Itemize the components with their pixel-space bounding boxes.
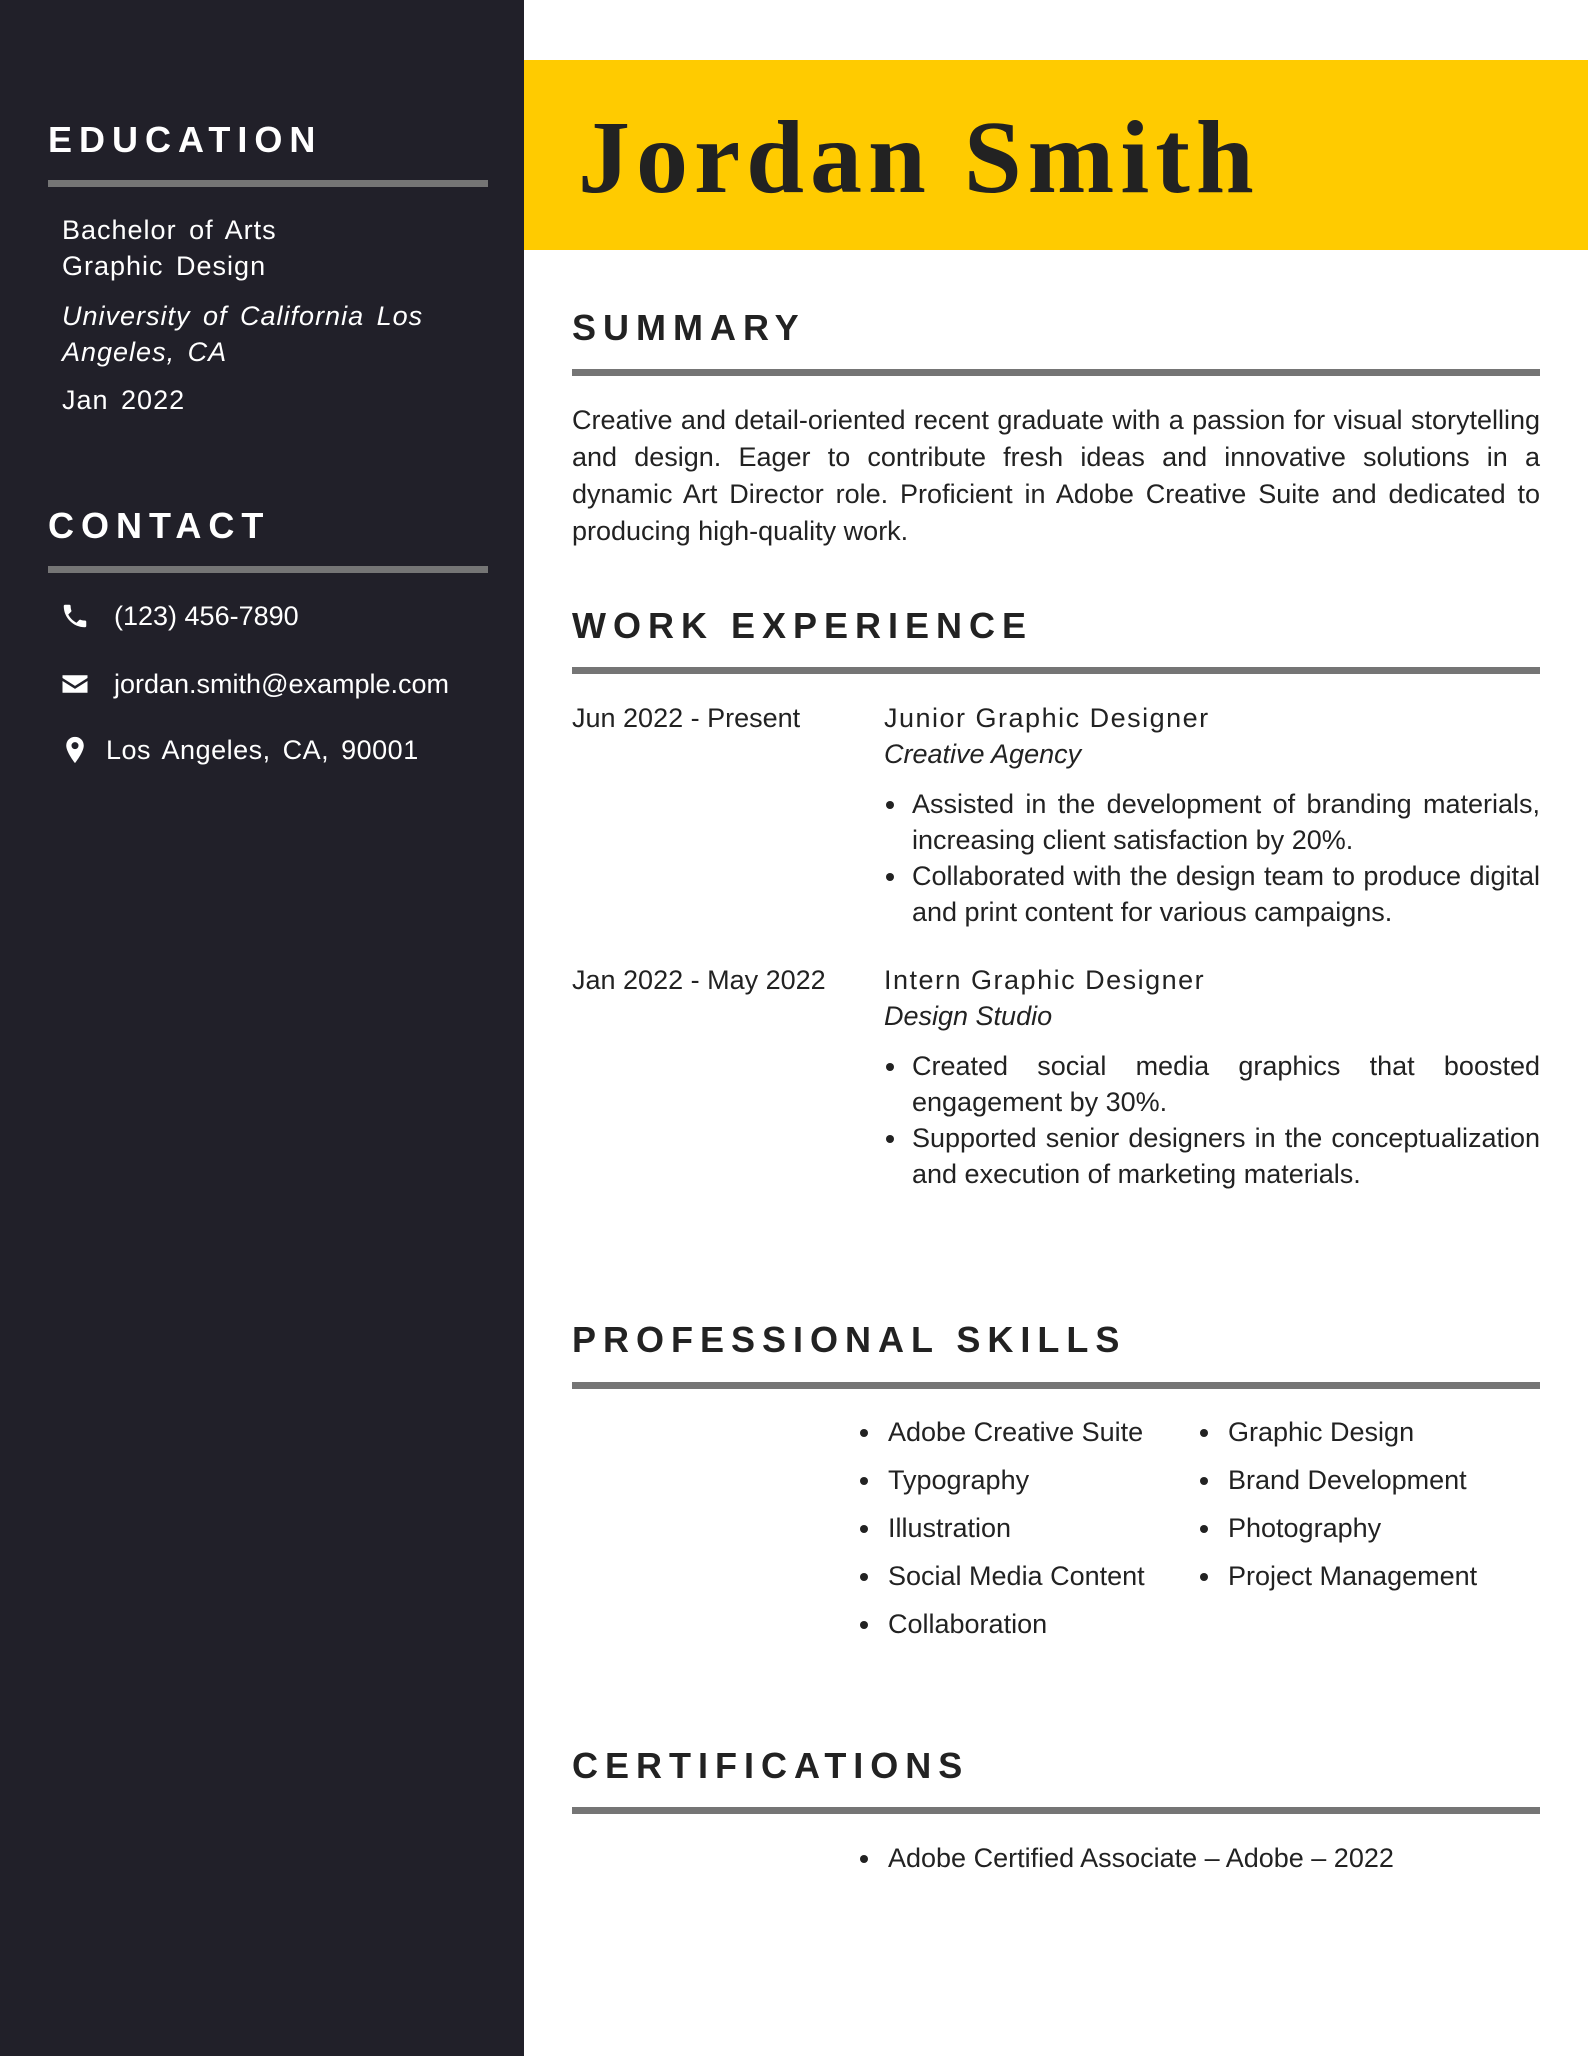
work-experience-heading: WORK EXPERIENCE	[572, 605, 1034, 646]
skills-heading: PROFESSIONAL SKILLS	[572, 1319, 1127, 1360]
contact-email	[60, 664, 449, 704]
skill-item: Photography	[1196, 1504, 1477, 1552]
certification-item: Adobe Certified Associate – Adobe – 2022	[856, 1834, 1394, 1882]
last-name: Smith	[963, 100, 1260, 215]
job-dates: Jan 2022 - May 2022	[572, 965, 826, 995]
job-bullet: Collaborated with the design team to produce digital and print content for various campaigns.	[884, 858, 1540, 930]
certifications-heading: CERTIFICATIONS	[572, 1745, 970, 1786]
skill-item: Social Media Content	[856, 1552, 1145, 1600]
education-divider	[48, 180, 488, 187]
job-dates: Jun 2022 - Present	[572, 703, 801, 733]
skill-item: Graphic Design	[1196, 1408, 1477, 1456]
contact-phone	[60, 596, 299, 636]
summary-heading: SUMMARY	[572, 307, 806, 348]
job-bullet: Created social media graphics that boosted engagement by 30%.	[884, 1048, 1540, 1120]
degree-line-1: Bachelor of Arts	[62, 215, 277, 245]
skill-item: Illustration	[856, 1504, 1145, 1552]
job-title: Junior Graphic Designer	[884, 703, 1210, 733]
skills-column-1	[856, 1408, 1145, 1648]
job-bullet-list	[884, 786, 1540, 930]
skills-divider	[572, 1382, 1540, 1389]
candidate-name	[578, 100, 1260, 215]
first-name: Jordan	[578, 100, 932, 215]
sidebar	[0, 0, 524, 2056]
summary-divider	[572, 369, 1540, 376]
summary-text: Creative and detail-oriented recent graduate with a passion for visual storytelling and design. Eager to contribute fresh ideas and innovative solutions in a dynamic Art Director role. Proficient in Adobe Creative Suite and dedicated to producing high-quality work.	[572, 405, 1540, 546]
degree-line-2: Graphic Design	[62, 251, 267, 281]
certifications-list	[856, 1834, 1394, 1882]
contact-email-link[interactable]: jordan.smith@example.com	[114, 668, 450, 699]
job-title: Intern Graphic Designer	[884, 965, 1206, 995]
contact-location	[60, 730, 419, 770]
map-pin-icon	[60, 735, 90, 765]
job-company: Design Studio	[884, 1001, 1053, 1031]
certifications-divider	[572, 1807, 1540, 1814]
phone-icon	[60, 601, 90, 631]
skill-item: Brand Development	[1196, 1456, 1477, 1504]
skill-item: Adobe Creative Suite	[856, 1408, 1145, 1456]
work-experience-divider	[572, 667, 1540, 674]
job-company: Creative Agency	[884, 739, 1082, 769]
education-institution: University of California Los Angeles, CA	[62, 301, 424, 367]
skill-item: Collaboration	[856, 1600, 1145, 1648]
contact-heading: CONTACT	[48, 505, 271, 546]
envelope-icon	[60, 669, 90, 699]
education-date: Jan 2022	[62, 385, 186, 415]
contact-phone-text: (123) 456-7890	[114, 600, 299, 631]
skills-column-2	[1196, 1408, 1477, 1600]
job-bullet: Supported senior designers in the conceptualization and execution of marketing materials.	[884, 1120, 1540, 1192]
job-bullet-list	[884, 1048, 1540, 1192]
contact-divider	[48, 566, 488, 573]
skill-item: Project Management	[1196, 1552, 1477, 1600]
education-heading: EDUCATION	[48, 119, 323, 160]
skill-item: Typography	[856, 1456, 1145, 1504]
contact-location-text: Los Angeles, CA, 90001	[106, 734, 419, 765]
job-bullet: Assisted in the development of branding materials, increasing client satisfaction by 20%.	[884, 786, 1540, 858]
